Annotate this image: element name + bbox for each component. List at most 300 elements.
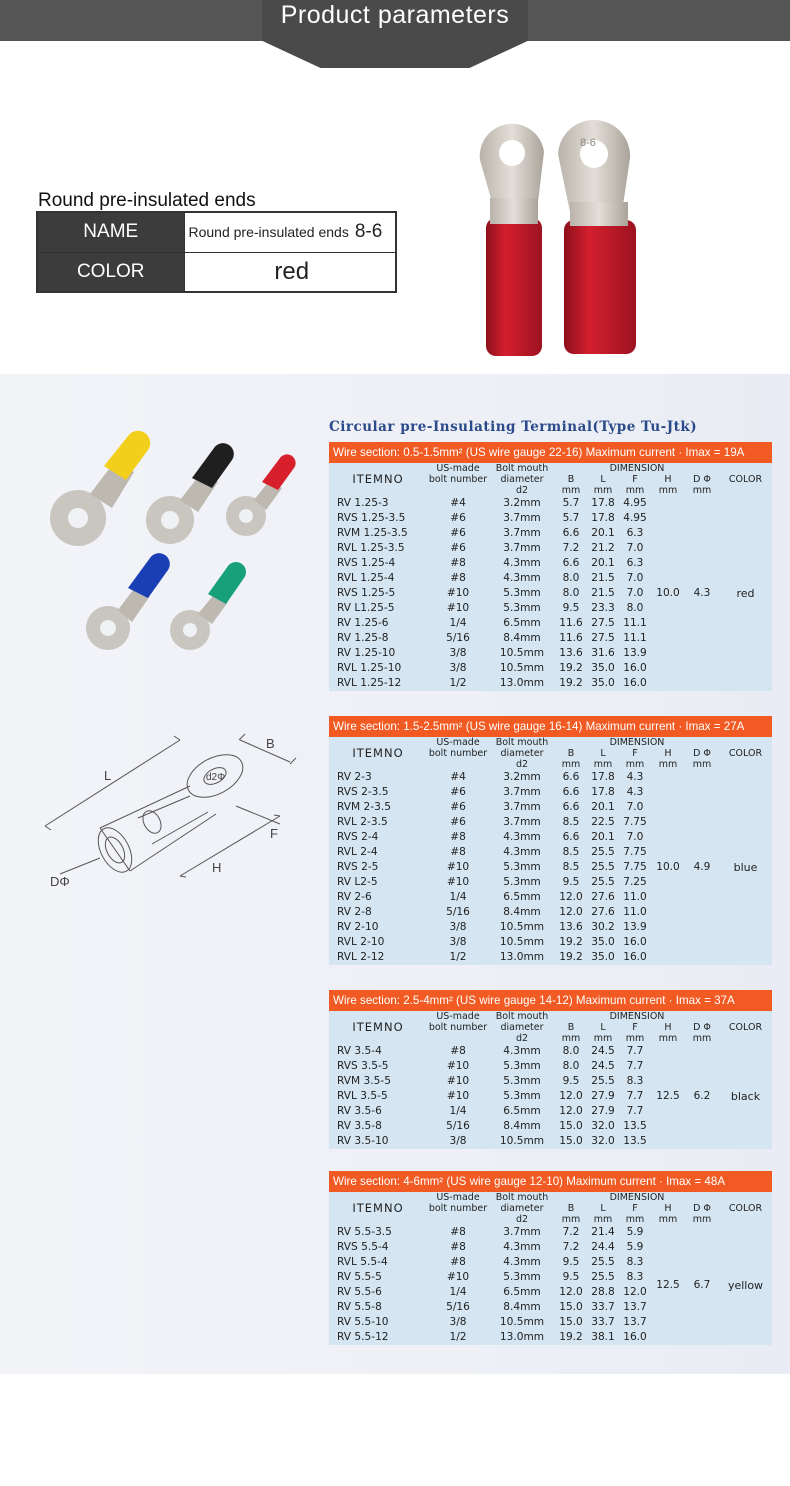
spec-table-body — [329, 1044, 772, 1149]
cell-l: 35.0 — [591, 662, 615, 674]
cell-bolt: 1/4 — [449, 1286, 467, 1298]
col-unit-mm: mm — [625, 485, 645, 496]
cell-mouth: 5.3mm — [503, 1090, 541, 1102]
col-d: D Φ — [693, 748, 711, 759]
cell-f: 16.0 — [623, 936, 647, 948]
cell-b: 8.5 — [562, 861, 580, 873]
col-bolt: US-made bolt number — [428, 737, 488, 759]
col-dimension: DIMENSION — [609, 463, 665, 474]
cell-itemno: RV L1.25-5 — [337, 602, 395, 614]
cell-b: 19.2 — [559, 1331, 583, 1343]
cell-b: 13.6 — [559, 647, 583, 659]
cell-itemno: RVM 1.25-3.5 — [337, 527, 408, 539]
cell-mouth: 3.7mm — [503, 816, 541, 828]
col-color: COLOR — [728, 474, 763, 485]
cell-d: 6.2 — [693, 1090, 711, 1102]
col-bolt: US-made bolt number — [428, 463, 488, 485]
cell-b: 7.2 — [562, 1226, 580, 1238]
cell-mouth: 3.7mm — [503, 1226, 541, 1238]
cell-f: 7.7 — [626, 1090, 644, 1102]
wire-section-bar: Wire section: 1.5-2.5mm² (US wire gauge 16-14) Maximum current · Imax = 27A — [329, 716, 772, 737]
dimension-drawing — [40, 726, 310, 896]
cell-b: 19.2 — [559, 936, 583, 948]
cell-b: 12.0 — [559, 1105, 583, 1117]
col-mouth: Bolt mouth diameter — [495, 463, 549, 485]
cell-mouth: 3.7mm — [503, 527, 541, 539]
spec-summary-table — [36, 211, 397, 293]
spec-table-body — [329, 496, 772, 691]
product-photo — [460, 118, 660, 363]
cell-bolt: #10 — [446, 1060, 470, 1072]
col-mouth: Bolt mouth diameter — [495, 1011, 549, 1033]
cell-mouth: 5.3mm — [503, 602, 541, 614]
cell-f: 6.3 — [626, 557, 644, 569]
cell-itemno: RVL 1.25-10 — [337, 662, 402, 674]
cell-h: 10.0 — [656, 587, 680, 599]
col-bolt: US-made bolt number — [428, 1011, 488, 1033]
cell-bolt: 3/8 — [449, 647, 467, 659]
spec-table-head — [329, 463, 772, 496]
head-row — [329, 463, 772, 474]
cell-mouth: 8.4mm — [503, 632, 541, 644]
cell-b: 6.6 — [562, 771, 580, 783]
cell-mouth: 4.3mm — [503, 1256, 541, 1268]
cell-f: 8.3 — [626, 1256, 644, 1268]
col-unit-mm: mm — [561, 1214, 581, 1225]
cell-f: 7.25 — [623, 876, 647, 888]
spec-key-name: NAME — [37, 212, 184, 252]
terminal-stamp: 8-6 — [580, 137, 596, 149]
cell-l: 27.5 — [591, 617, 615, 629]
cell-bolt: #8 — [450, 557, 466, 569]
cell-bolt: #8 — [450, 1045, 466, 1057]
spec-row-color — [37, 252, 396, 292]
col-l: L — [600, 1022, 606, 1033]
cell-bolt: #4 — [450, 497, 466, 509]
col-unit-mm: mm — [692, 1214, 712, 1225]
cell-itemno: RV 1.25-6 — [337, 617, 389, 629]
cell-l: 30.2 — [591, 921, 615, 933]
cell-l: 35.0 — [591, 936, 615, 948]
cell-mouth: 10.5mm — [499, 662, 545, 674]
page-title: Product parameters — [280, 1, 510, 29]
cell-f: 16.0 — [623, 677, 647, 689]
spec-value-name-text: Round pre-insulated ends — [188, 224, 349, 241]
col-dimension: DIMENSION — [609, 1192, 665, 1203]
drawing-label-f: F — [270, 826, 278, 841]
cell-mouth: 10.5mm — [499, 1135, 545, 1147]
cell-mouth: 5.3mm — [503, 1271, 541, 1283]
col-mouth-unit: d2 — [515, 759, 529, 770]
cell-b: 11.6 — [559, 617, 583, 629]
cell-b: 12.0 — [559, 906, 583, 918]
col-h: H — [664, 748, 672, 759]
spec-table-body — [329, 770, 772, 965]
cell-d: 4.3 — [693, 587, 711, 599]
col-d: D Φ — [693, 1022, 711, 1033]
col-bolt-unit — [427, 1033, 489, 1044]
cell-bolt: 3/8 — [449, 936, 467, 948]
cell-itemno: RVM 3.5-5 — [337, 1075, 391, 1087]
cell-mouth: 4.3mm — [503, 572, 541, 584]
cell-b: 6.6 — [562, 786, 580, 798]
spec-value-color: red — [184, 252, 396, 292]
cell-l: 27.5 — [591, 632, 615, 644]
cell-l: 23.3 — [591, 602, 615, 614]
cell-l: 33.7 — [591, 1301, 615, 1313]
cell-itemno: RVL 2-12 — [337, 951, 385, 963]
terminal-green — [170, 562, 246, 650]
cell-l: 17.8 — [591, 771, 615, 783]
cell-l: 35.0 — [591, 677, 615, 689]
cell-bolt: 3/8 — [449, 1135, 467, 1147]
cell-l: 25.5 — [591, 1271, 615, 1283]
cell-mouth: 3.2mm — [503, 497, 541, 509]
cell-f: 4.95 — [623, 512, 647, 524]
col-unit-mm: mm — [692, 1033, 712, 1044]
cell-b: 7.2 — [562, 542, 580, 554]
spec-row-name — [37, 212, 396, 252]
col-bolt: US-made bolt number — [428, 1192, 488, 1214]
cell-mouth: 3.7mm — [503, 801, 541, 813]
spec-table-body — [329, 1225, 772, 1345]
cell-l: 31.6 — [591, 647, 615, 659]
cell-l: 27.9 — [591, 1090, 615, 1102]
cell-b: 8.0 — [562, 1045, 580, 1057]
cell-l: 20.1 — [591, 527, 615, 539]
cell-itemno: RVS 3.5-5 — [337, 1060, 389, 1072]
cell-color: red — [736, 587, 755, 600]
cell-bolt: #6 — [450, 816, 466, 828]
col-d: D Φ — [693, 1203, 711, 1214]
cell-b: 19.2 — [559, 662, 583, 674]
cell-f: 7.75 — [623, 861, 647, 873]
cell-itemno: RVL 5.5-4 — [337, 1256, 388, 1268]
spec-table-3 — [329, 1011, 772, 1149]
cell-bolt: #8 — [450, 1256, 466, 1268]
cell-mouth: 13.0mm — [499, 677, 545, 689]
cell-b: 15.0 — [559, 1120, 583, 1132]
cell-mouth: 3.7mm — [503, 512, 541, 524]
cell-b: 11.6 — [559, 632, 583, 644]
cell-mouth: 8.4mm — [503, 906, 541, 918]
col-dimension: DIMENSION — [609, 737, 665, 748]
cell-bolt: #10 — [446, 861, 470, 873]
cell-h: 10.0 — [656, 861, 680, 873]
spec-key-color: COLOR — [37, 252, 184, 292]
spec-value-name — [184, 212, 396, 252]
col-itemno: ITEMNO — [352, 1020, 404, 1034]
cell-bolt: #10 — [446, 876, 470, 888]
cell-l: 17.8 — [591, 786, 615, 798]
cell-mouth: 4.3mm — [503, 557, 541, 569]
head-row — [329, 737, 772, 748]
drawing-label-h: H — [212, 860, 222, 875]
cell-itemno: RV 2-3 — [337, 771, 372, 783]
table-row — [329, 1225, 772, 1240]
spec-table-head — [329, 1192, 772, 1225]
cell-b: 12.0 — [559, 1090, 583, 1102]
cell-f: 8.0 — [626, 602, 644, 614]
cell-f: 8.3 — [626, 1271, 644, 1283]
cell-itemno: RVL 2-3.5 — [337, 816, 388, 828]
drawing-label-l: L — [104, 768, 112, 783]
cell-l: 21.5 — [591, 572, 615, 584]
cell-f: 12.0 — [623, 1286, 647, 1298]
spec-block-4 — [329, 1171, 772, 1345]
spec-block-3 — [329, 990, 772, 1149]
cell-b: 6.6 — [562, 801, 580, 813]
cell-l: 33.7 — [591, 1316, 615, 1328]
table-row — [329, 496, 772, 511]
cell-l: 21.2 — [591, 542, 615, 554]
cell-mouth: 10.5mm — [499, 936, 545, 948]
col-b: B — [567, 1203, 575, 1214]
cell-bolt: 3/8 — [449, 662, 467, 674]
cell-l: 24.5 — [591, 1060, 615, 1072]
col-h: H — [664, 474, 672, 485]
cell-mouth: 4.3mm — [503, 1241, 541, 1253]
cell-l: 22.5 — [591, 816, 615, 828]
cell-f: 13.9 — [623, 921, 647, 933]
cell-b: 8.5 — [562, 816, 580, 828]
cell-bolt: 1/4 — [449, 1105, 467, 1117]
cell-bolt: #10 — [446, 602, 470, 614]
cell-f: 5.9 — [626, 1226, 644, 1238]
cell-f: 11.1 — [623, 632, 647, 644]
cell-l: 20.1 — [591, 831, 615, 843]
wire-section-bar: Wire section: 2.5-4mm² (US wire gauge 14-12) Maximum current · Imax = 37A — [329, 990, 772, 1011]
cell-itemno: RVL 3.5-5 — [337, 1090, 388, 1102]
cell-mouth: 5.3mm — [503, 1075, 541, 1087]
col-unit-mm: mm — [593, 1033, 613, 1044]
spec-table-head — [329, 737, 772, 770]
cell-b: 12.0 — [559, 1286, 583, 1298]
col-unit-mm: mm — [593, 759, 613, 770]
cell-f: 7.0 — [626, 801, 644, 813]
cell-l: 38.1 — [591, 1331, 615, 1343]
cell-b: 8.0 — [562, 1060, 580, 1072]
col-unit-mm: mm — [593, 485, 613, 496]
cell-h: 12.5 — [656, 1278, 680, 1291]
head-row — [329, 1011, 772, 1022]
cell-itemno: RVL 1.25-4 — [337, 572, 395, 584]
spec-block-2 — [329, 716, 772, 965]
cell-itemno: RV 1.25-10 — [337, 647, 396, 659]
cell-mouth: 10.5mm — [499, 1316, 545, 1328]
page-header — [0, 0, 790, 41]
table-row — [329, 770, 772, 785]
cell-mouth: 13.0mm — [499, 1331, 545, 1343]
cell-l: 32.0 — [591, 1120, 615, 1132]
cell-bolt: #10 — [446, 1090, 470, 1102]
cell-color: black — [730, 1090, 761, 1103]
cell-f: 16.0 — [623, 662, 647, 674]
cell-itemno: RVL 2-10 — [337, 936, 385, 948]
terminal-blue — [86, 553, 170, 650]
cell-itemno: RVS 1.25-5 — [337, 587, 396, 599]
cell-bolt: #10 — [446, 1271, 470, 1283]
cell-b: 9.5 — [562, 1271, 580, 1283]
cell-f: 13.5 — [623, 1135, 647, 1147]
cell-itemno: RV 3.5-8 — [337, 1120, 382, 1132]
cell-color: yellow — [727, 1278, 764, 1292]
cell-f: 7.7 — [626, 1105, 644, 1117]
col-h: H — [664, 1022, 672, 1033]
cell-l: 27.6 — [591, 891, 615, 903]
cell-l: 20.1 — [591, 801, 615, 813]
cell-bolt: #10 — [446, 1075, 470, 1087]
cell-color: blue — [733, 861, 758, 874]
cell-bolt: #10 — [446, 587, 470, 599]
cell-itemno: RVL 2-4 — [337, 846, 378, 858]
spec-heading: Round pre-insulated ends — [38, 190, 256, 211]
cell-b: 13.6 — [559, 921, 583, 933]
cell-l: 25.5 — [591, 876, 615, 888]
cell-mouth: 6.5mm — [503, 617, 541, 629]
cell-bolt: 5/16 — [446, 906, 470, 918]
ring-terminal-back — [480, 124, 544, 356]
spec-table-4 — [329, 1192, 772, 1345]
cell-mouth: 6.5mm — [503, 1286, 541, 1298]
drawing-label-d: DΦ — [50, 874, 70, 889]
cell-b: 5.7 — [562, 512, 580, 524]
cell-mouth: 4.3mm — [503, 831, 541, 843]
cell-bolt: #8 — [450, 1226, 466, 1238]
col-h: H — [664, 1203, 672, 1214]
cell-l: 17.8 — [591, 512, 615, 524]
col-itemno: ITEMNO — [352, 472, 404, 486]
cell-l: 25.5 — [591, 1075, 615, 1087]
col-mouth: Bolt mouth diameter — [495, 737, 549, 759]
cell-l: 21.5 — [591, 587, 615, 599]
cell-bolt: 3/8 — [449, 1316, 467, 1328]
cell-f: 11.1 — [623, 617, 647, 629]
col-mouth: Bolt mouth diameter — [495, 1192, 549, 1214]
cell-f: 4.3 — [626, 771, 644, 783]
cell-f: 11.0 — [623, 891, 647, 903]
cell-f: 5.9 — [626, 1241, 644, 1253]
cell-bolt: 5/16 — [446, 1120, 470, 1132]
cell-bolt: #8 — [450, 1241, 466, 1253]
col-unit-mm: mm — [692, 759, 712, 770]
cell-l: 32.0 — [591, 1135, 615, 1147]
cell-bolt: #8 — [450, 572, 466, 584]
cell-f: 16.0 — [623, 951, 647, 963]
cell-b: 19.2 — [559, 677, 583, 689]
col-itemno: ITEMNO — [352, 1201, 404, 1215]
drawing-label-d2: d2Φ — [206, 772, 226, 783]
cell-mouth: 3.7mm — [503, 542, 541, 554]
cell-f: 6.3 — [626, 527, 644, 539]
spec-value-name-extra: 8-6 — [354, 221, 383, 243]
cell-f: 7.0 — [626, 587, 644, 599]
cell-mouth: 3.2mm — [503, 771, 541, 783]
cell-itemno: RV 3.5-10 — [337, 1135, 389, 1147]
cell-itemno: RV 2-8 — [337, 906, 372, 918]
col-dimension: DIMENSION — [609, 1011, 665, 1022]
cell-itemno: RVL 1.25-3.5 — [337, 542, 405, 554]
col-unit-mm: mm — [625, 759, 645, 770]
cell-bolt: 1/4 — [449, 617, 467, 629]
cell-itemno: RV 5.5-6 — [337, 1286, 382, 1298]
col-b: B — [567, 1022, 575, 1033]
cell-itemno: RVS 5.5-4 — [337, 1241, 389, 1253]
col-mouth-unit: d2 — [515, 1033, 529, 1044]
col-f: F — [632, 474, 638, 485]
cell-f: 13.7 — [623, 1316, 647, 1328]
cell-f: 4.95 — [623, 497, 647, 509]
col-b: B — [567, 474, 575, 485]
cell-f: 16.0 — [623, 1331, 647, 1343]
col-color: COLOR — [728, 1022, 763, 1033]
col-unit-mm: mm — [561, 759, 581, 770]
cell-l: 25.5 — [591, 1256, 615, 1268]
col-unit-mm: mm — [593, 1214, 613, 1225]
col-f: F — [632, 748, 638, 759]
cell-b: 12.0 — [559, 891, 583, 903]
cell-itemno: RV 5.5-10 — [337, 1316, 389, 1328]
head-row — [329, 1192, 772, 1203]
cell-mouth: 10.5mm — [499, 647, 545, 659]
cell-b: 7.2 — [562, 1241, 580, 1253]
cell-itemno: RV 3.5-4 — [337, 1045, 382, 1057]
col-unit-mm: mm — [658, 1214, 678, 1225]
cell-mouth: 4.3mm — [503, 846, 541, 858]
cell-f: 11.0 — [623, 906, 647, 918]
col-color: COLOR — [728, 1203, 763, 1214]
col-color: COLOR — [728, 748, 763, 759]
cell-bolt: #6 — [450, 527, 466, 539]
cell-itemno: RVS 2-3.5 — [337, 786, 389, 798]
cell-mouth: 5.3mm — [503, 587, 541, 599]
cell-l: 21.4 — [591, 1226, 615, 1238]
cell-itemno: RVS 2-5 — [337, 861, 379, 873]
cell-b: 15.0 — [559, 1301, 583, 1313]
cell-f: 7.0 — [626, 542, 644, 554]
cell-itemno: RV 5.5-3.5 — [337, 1226, 392, 1238]
cell-mouth: 5.3mm — [503, 1060, 541, 1072]
cell-itemno: RVS 1.25-4 — [337, 557, 396, 569]
col-unit-mm: mm — [658, 485, 678, 496]
spec-block-1 — [329, 442, 772, 691]
spec-table-2 — [329, 737, 772, 965]
cell-bolt: 1/2 — [449, 677, 467, 689]
cell-b: 19.2 — [559, 951, 583, 963]
cell-mouth: 13.0mm — [499, 951, 545, 963]
cell-mouth: 8.4mm — [503, 1120, 541, 1132]
cell-f: 7.75 — [623, 816, 647, 828]
cell-itemno: RVL 1.25-12 — [337, 677, 402, 689]
cell-mouth: 6.5mm — [503, 1105, 541, 1117]
cell-bolt: #6 — [450, 512, 466, 524]
cell-h: 12.5 — [656, 1090, 680, 1102]
cell-b: 8.5 — [562, 846, 580, 858]
cell-itemno: RV 2-10 — [337, 921, 379, 933]
cell-b: 6.6 — [562, 831, 580, 843]
cell-f: 7.0 — [626, 572, 644, 584]
cell-b: 6.6 — [562, 557, 580, 569]
col-mouth-unit: d2 — [515, 1214, 529, 1225]
cell-bolt: #8 — [450, 831, 466, 843]
ring-terminal-front — [558, 120, 636, 354]
cell-mouth: 4.3mm — [503, 1045, 541, 1057]
cell-bolt: 5/16 — [446, 1301, 470, 1313]
col-mouth-unit: d2 — [515, 485, 529, 496]
cell-l: 24.4 — [591, 1241, 615, 1253]
cell-b: 8.0 — [562, 572, 580, 584]
col-unit-mm: mm — [625, 1214, 645, 1225]
